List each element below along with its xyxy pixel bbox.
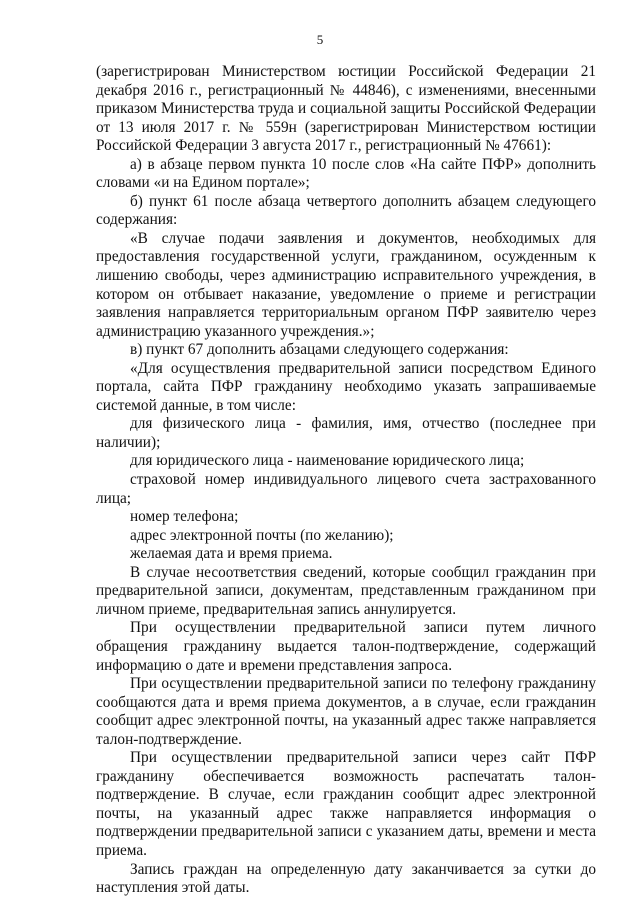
paragraph-email: адрес электронной почты (по желанию); (130, 526, 394, 544)
paragraph-individual-person: для физического лица - фамилия, имя, отчество (последнее при наличии); (96, 415, 596, 451)
paragraph-booking-deadline: Запись граждан на определенную дату заканчивается за сутки до наступления этой даты. (96, 860, 596, 897)
paragraph-registration-continued: (зарегистрирован Министерством юстиции Российской Федерации 21 декабря 2016 г., регистрационный № 44846), с изменениями, внесенными приказом Министерства труда и социальной защиты Российской Федерации от 13 июля 2017 г. № 559н (зарегистрирован Министерством юстиции Российской Федерации 3 августа 2017 г., регистрационный № 47661): (96, 63, 596, 155)
paragraph-personal-visit: При осуществлении предварительной записи путем личного обращения гражданину выдается талон-подтверждение, содержащий информацию о дате и времени представления запроса. (96, 619, 596, 674)
paragraph-desired-date: желаемая дата и время приема. (130, 545, 333, 563)
paragraph-mismatch: В случае несоответствия сведений, которые сообщил гражданин при предварительной записи, документам, представленным гражданином при личном приеме, предварительная запись аннулируется. (96, 563, 596, 618)
paragraph-item-v-intro: «Для осуществления предварительной записи посредством Единого портала, сайта ПФР гражданину необходимо указать запрашиваемые системой данные, в том числе: (96, 359, 596, 414)
paragraph-item-b-text: «В случае подачи заявления и документов, необходимых для предоставления государственной услуги, гражданином, осужденным к лишению свободы, через администрацию исправительного учреждения, в котором он отбывает наказание, уведомление о приеме и регистрации заявления направляется территориальным органом ПФР заявителю через администрацию указанного учреждения.»; (96, 229, 596, 340)
page-number: 5 (316, 32, 324, 47)
paragraph-item-b: б) пункт 61 после абзаца четвертого дополнить абзацем следующего содержания: (96, 192, 596, 229)
paragraph-website-booking: При осуществлении предварительной записи через сайт ПФР гражданину обеспечивается возможность распечатать талон-подтверждение. В случае, если гражданин сообщит адрес электронной почты, на указанный адрес также направляется информация о подтверждении предварительной записи с указанием даты, времени и места приема. (96, 749, 596, 859)
document-body (96, 63, 596, 898)
paragraph-item-a: а) в абзаце первом пункта 10 после слов «На сайте ПФР» дополнить словами «и на Едином портале»; (96, 155, 596, 192)
paragraph-item-v: в) пункт 67 дополнить абзацами следующего содержания: (130, 341, 509, 359)
paragraph-phone-booking: При осуществлении предварительной записи по телефону гражданину сообщаются дата и время приема документов, а в случае, если гражданин сообщит адрес электронной почты, на указанный адрес также направляется талон-подтверждение. (96, 675, 596, 748)
paragraph-phone: номер телефона; (130, 508, 239, 526)
paragraph-legal-entity: для юридического лица - наименование юридического лица; (130, 452, 525, 470)
paragraph-snils: страховой номер индивидуального лицевого счета застрахованного лица; (96, 471, 596, 507)
